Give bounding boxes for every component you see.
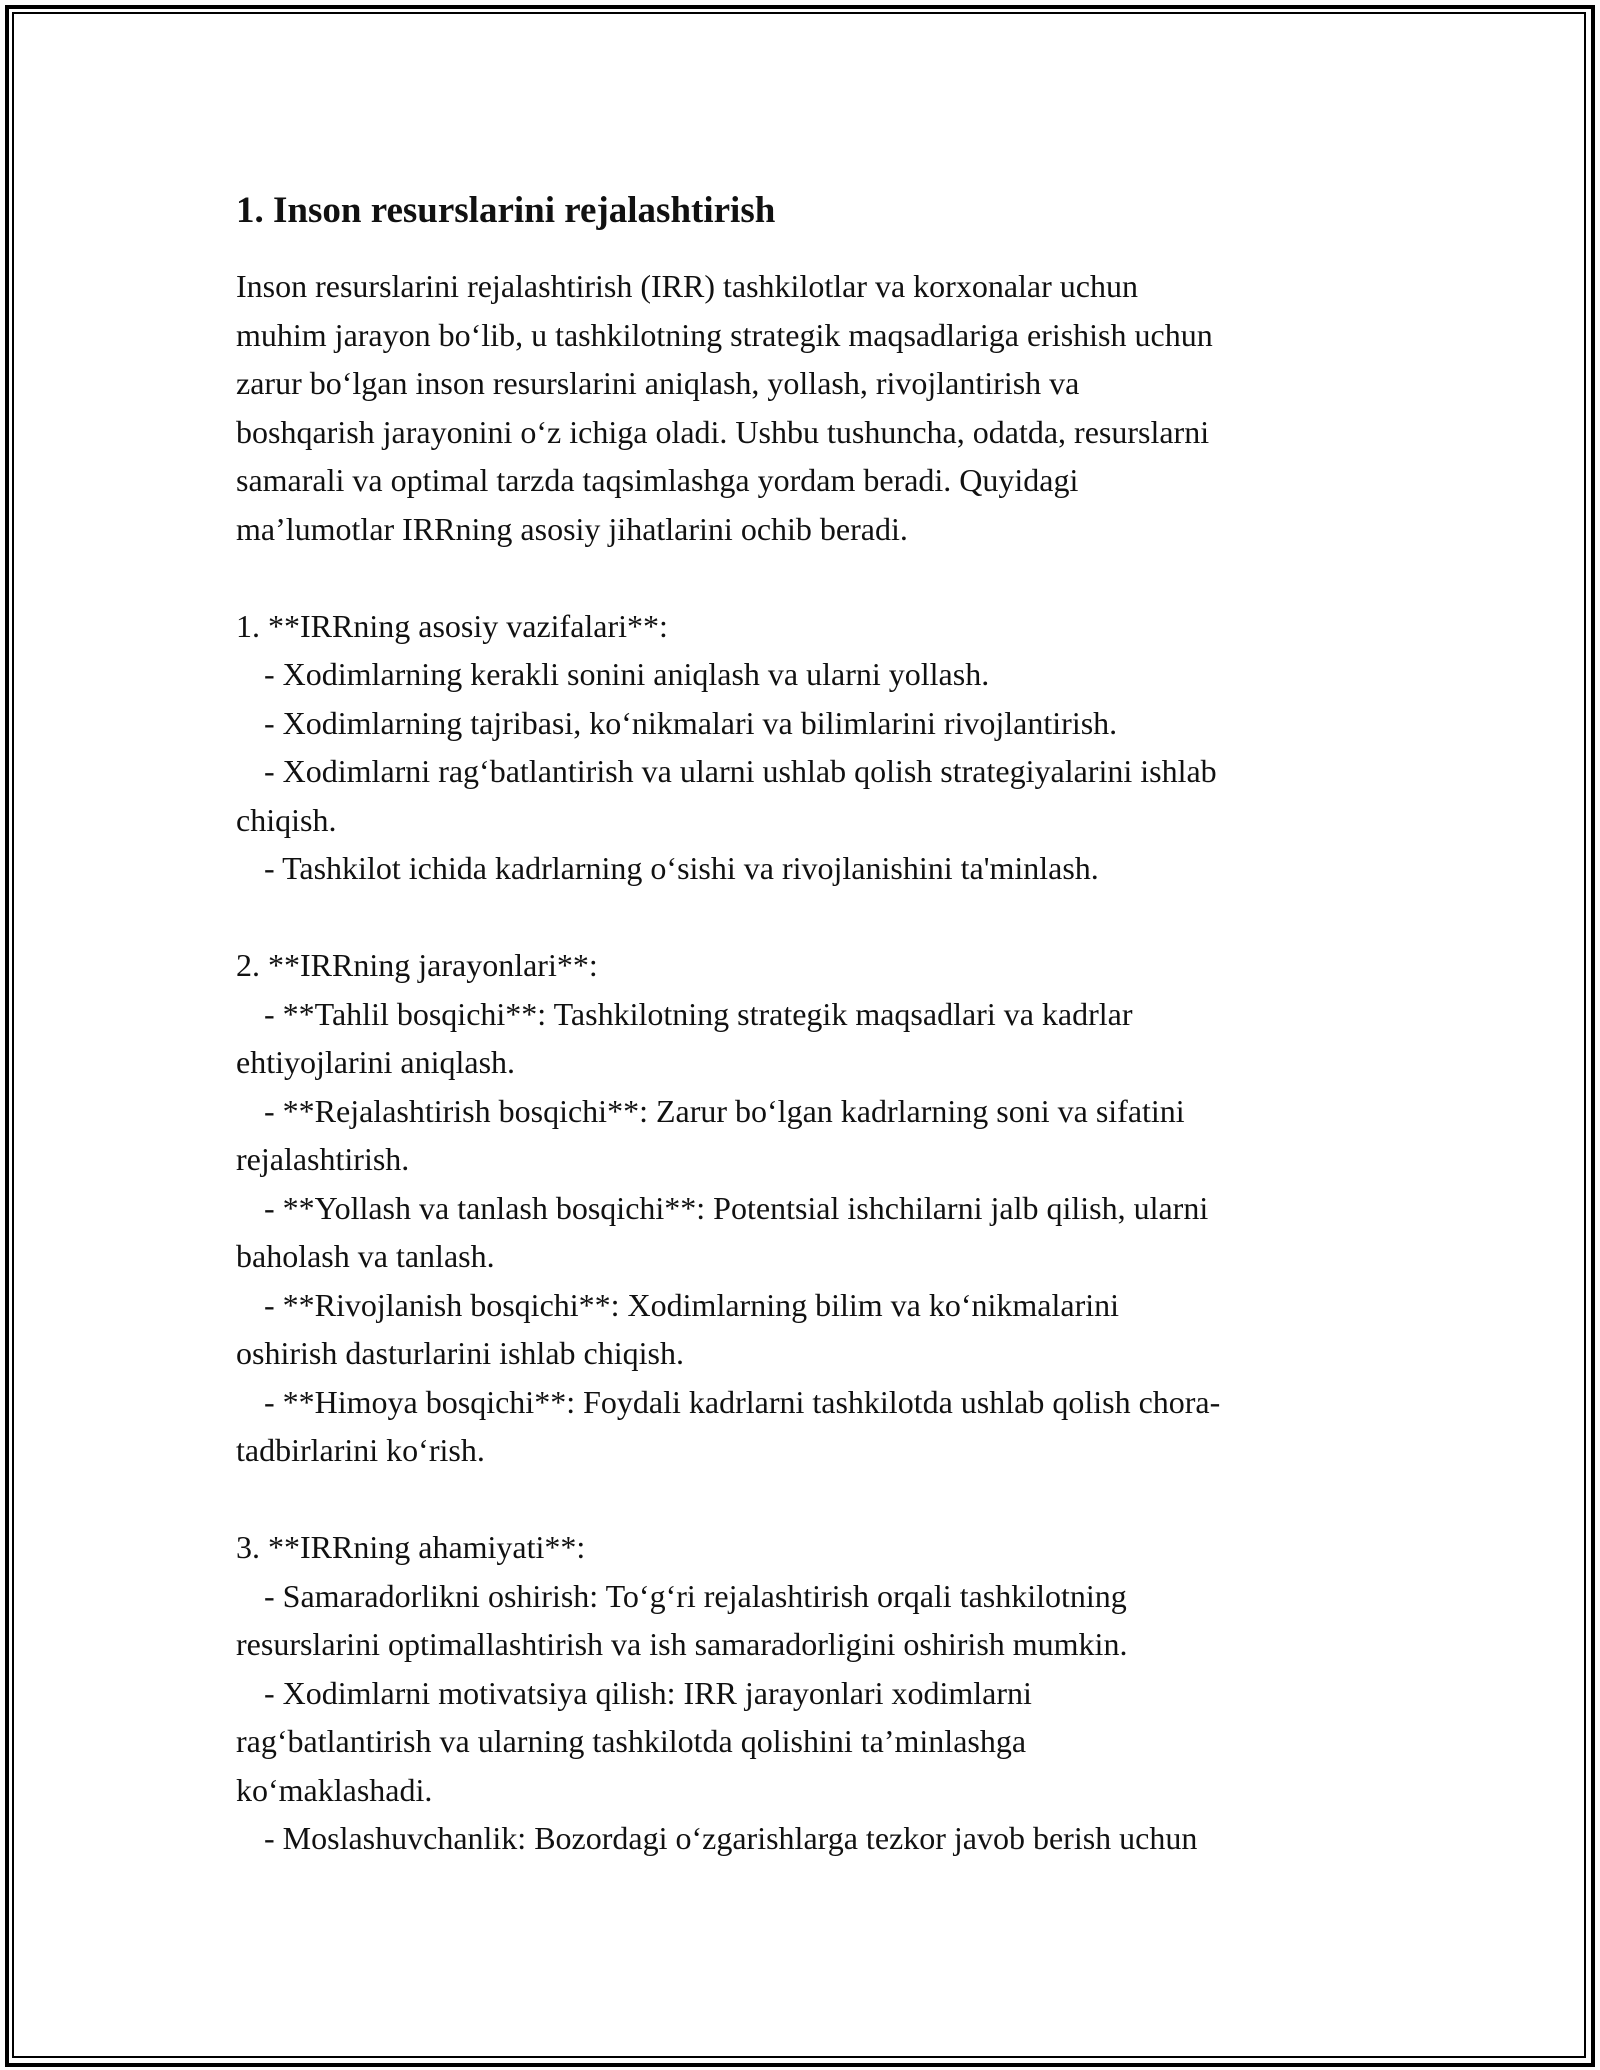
list-item-continuation: ko‘maklashadi. [236, 1771, 433, 1808]
list-item-continuation: tadbirlarini ko‘rish. [236, 1432, 485, 1468]
list-item: - **Himoya bosqichi**: Foydali kadrlarni tashkilotda ushlab qolish chora- [264, 1383, 1221, 1420]
intro-line: muhim jarayon bo‘lib, u tashkilotning strategik maqsadlariga erishish uchun [236, 316, 1213, 353]
list-item: - Tashkilot ichida kadrlarning o‘sishi va rivojlanishini ta'minlash. [264, 850, 1099, 886]
list-item: - Samaradorlikni oshirish: To‘g‘ri rejalashtirish orqali tashkilotning [264, 1577, 1127, 1614]
section-heading: 2. **IRRning jarayonlari**: [236, 947, 598, 983]
list-item-continuation: ehtiyojlarini aniqlash. [236, 1044, 516, 1080]
intro-line: zarur bo‘lgan inson resurslarini aniqlash, yollash, rivojlantirish va [236, 365, 1080, 401]
list-item-continuation: chiqish. [236, 801, 337, 838]
list-item: - Xodimlarning tajribasi, ko‘nikmalari va bilimlarini rivojlantirish. [264, 704, 1118, 741]
list-item: - Xodimlarning kerakli sonini aniqlash va ularni yollash. [264, 656, 990, 692]
intro-line: boshqarish jarayonini o‘z ichiga oladi. Ushbu tushuncha, odatda, resurslarni [236, 413, 1210, 450]
intro-line: Inson resurslarini rejalashtirish (IRR) tashkilotlar va korxonalar uchun [236, 268, 1138, 304]
list-item-continuation: rag‘batlantirish va ularning tashkilotda qolishini ta’minlashga [236, 1723, 1027, 1759]
document-title: 1. Inson resurslarini rejalashtirish [236, 190, 776, 231]
section-heading: 3. **IRRning ahamiyati**: [236, 1529, 586, 1565]
list-item: - **Tahlil bosqichi**: Tashkilotning strategik maqsadlari va kadrlar [264, 995, 1133, 1032]
list-item-continuation: baholash va tanlash. [236, 1238, 495, 1274]
document-body [236, 186, 1366, 1863]
spacer [236, 893, 1366, 942]
list-item: - **Rivojlanish bosqichi**: Xodimlarning bilim va ko‘nikmalarini [264, 1286, 1120, 1323]
section-vazifalari [236, 602, 1366, 893]
list-item-continuation: resurslarini optimallashtirish va ish samaradorligini oshirish mumkin. [236, 1626, 1128, 1662]
list-item-continuation: rejalashtirish. [236, 1141, 410, 1177]
intro-paragraph [236, 262, 1366, 553]
list-item: - Xodimlarni motivatsiya qilish: IRR jarayonlari xodimlarni [264, 1674, 1032, 1711]
list-item: - Moslashuvchanlik: Bozordagi o‘zgarishlarga tezkor javob berish uchun [264, 1820, 1198, 1856]
section-heading: 1. **IRRning asosiy vazifalari**: [236, 607, 668, 644]
section-jarayonlari [236, 941, 1366, 1475]
intro-line: samarali va optimal tarzda taqsimlashga yordam beradi. Quyidagi [236, 462, 1079, 498]
list-item-continuation: oshirish dasturlarini ishlab chiqish. [236, 1335, 684, 1371]
list-item: - **Rejalashtirish bosqichi**: Zarur bo‘lgan kadrlarning soni va sifatini [264, 1092, 1185, 1129]
section-ahamiyati [236, 1523, 1366, 1863]
spacer [236, 1475, 1366, 1524]
intro-line: ma’lumotlar IRRning asosiy jihatlarini ochib beradi. [236, 510, 908, 547]
list-item: - **Yollash va tanlash bosqichi**: Potentsial ishchilarni jalb qilish, ularni [264, 1189, 1209, 1226]
spacer [236, 553, 1366, 602]
list-item: - Xodimlarni rag‘batlantirish va ularni ushlab qolish strategiyalarini ishlab [264, 753, 1217, 789]
